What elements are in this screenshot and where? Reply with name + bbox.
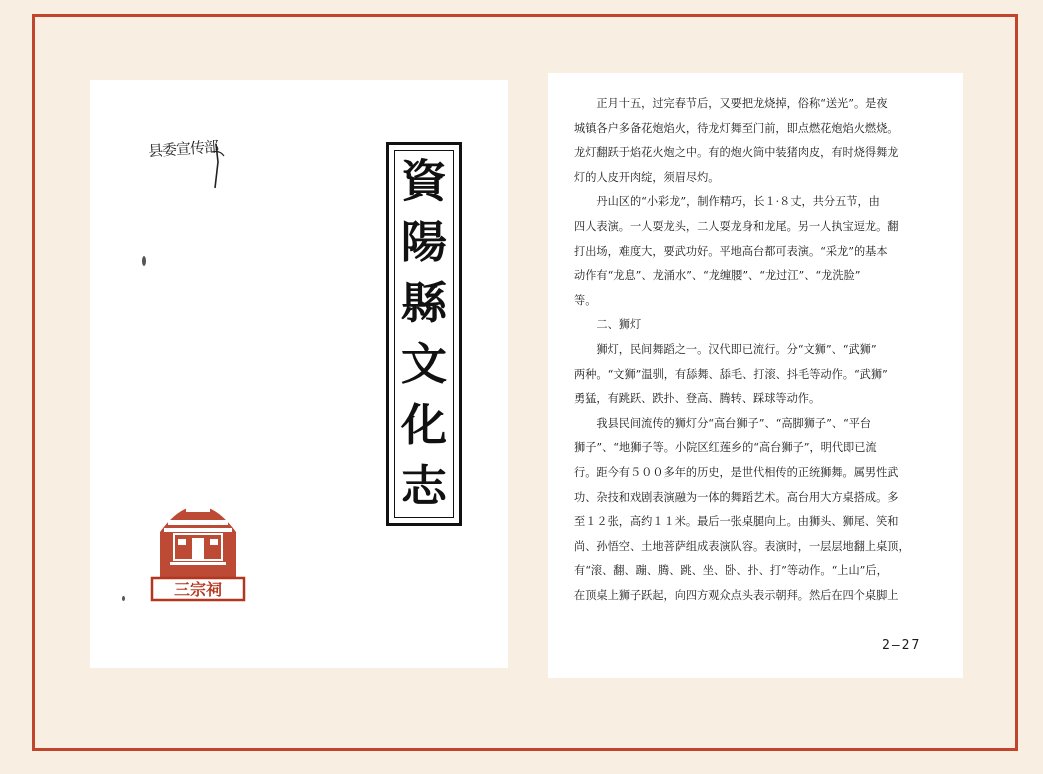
text-line: 尚、孙悟空、土地菩萨组成表演队容。表演时，一层层地翻上桌顶，	[574, 539, 910, 553]
text-line: 灯的人皮开肉绽，须眉尽灼。	[574, 170, 720, 184]
title-char: 志	[400, 460, 448, 512]
text-line: 四人表演。一人耍龙头，二人耍龙身和龙尾。另一人执宝逗龙。翻	[574, 219, 899, 233]
title-char: 資	[400, 155, 448, 207]
title-char: 陽	[400, 216, 448, 268]
text-line: 动作有“龙息”、龙涌水”、“龙缠腰”、“龙过江”、“龙洗脸”	[574, 269, 861, 283]
title-char: 化	[400, 399, 448, 451]
cover-title-box	[386, 142, 462, 526]
text-line: 等。	[574, 293, 597, 307]
text-line: 丹山区的“小彩龙”，制作精巧，长１·８丈，共分五节，由	[574, 195, 880, 209]
text-line: 二、狮灯	[574, 318, 642, 332]
text-line: 狮灯，民间舞蹈之一。汉代即已流行。分“文狮”、“武狮”	[574, 342, 877, 356]
text-line: 打出场，难度大，要武功好。平地高台都可表演。“采龙”的基本	[574, 244, 888, 258]
title-char: 縣	[400, 277, 448, 329]
text-line: 我县民间流传的狮灯分“高台狮子”、“高脚狮子”、“平台	[574, 416, 872, 430]
text-line: 城镇各户多备花炮焰火，待龙灯舞至门前，即点燃花炮焰火燃烧。	[574, 121, 899, 135]
text-line: 正月十五，过完春节后，又要把龙烧掉，俗称“送光”。是夜	[574, 97, 888, 110]
text-line: 狮子”、“地狮子等。小院区红莲乡的“高台狮子”，明代即已流	[574, 441, 877, 455]
text-line: 在顶桌上狮子跃起，向四方观众点头表示朝拜。然后在四个桌脚上	[574, 588, 899, 602]
signature-inscription: 县委宣传部	[147, 137, 219, 161]
text-line: 勇猛，有跳跃、跌扑、登高、腾转、踩球等动作。	[574, 392, 821, 406]
temple-seal-stamp	[146, 486, 250, 604]
text-line: 有“滚、翻、蹦、腾、跳、坐、卧、扑、打”等动作。“上山”后，	[574, 564, 888, 578]
seal-text: 三宗祠	[173, 580, 223, 599]
text-line: 两种。“文狮”温驯，有舔舞、舔毛、打滚、抖毛等动作。“武狮”	[574, 367, 888, 381]
page-number: 2—27	[882, 638, 922, 653]
cover-title	[394, 150, 454, 518]
title-char: 文	[400, 338, 448, 390]
text-line: 至１２张，高约１１米。最后一张桌腿向上。由狮头、狮尾、笑和	[574, 515, 899, 529]
text-line: 行。距今有５００多年的历史，是世代相传的正统狮舞。属男性武	[574, 465, 899, 479]
body-text	[574, 92, 946, 608]
text-line: 龙灯翻跃于焰花火炮之中。有的炮火筒中装猪肉皮，有时烧得舞龙	[574, 146, 899, 160]
text-line: 功、杂技和戏剧表演融为一体的舞蹈艺术。高台用大方桌搭成。多	[574, 490, 899, 504]
signature-stroke	[208, 142, 226, 190]
ink-speck	[122, 596, 125, 601]
ink-speck	[142, 256, 146, 266]
